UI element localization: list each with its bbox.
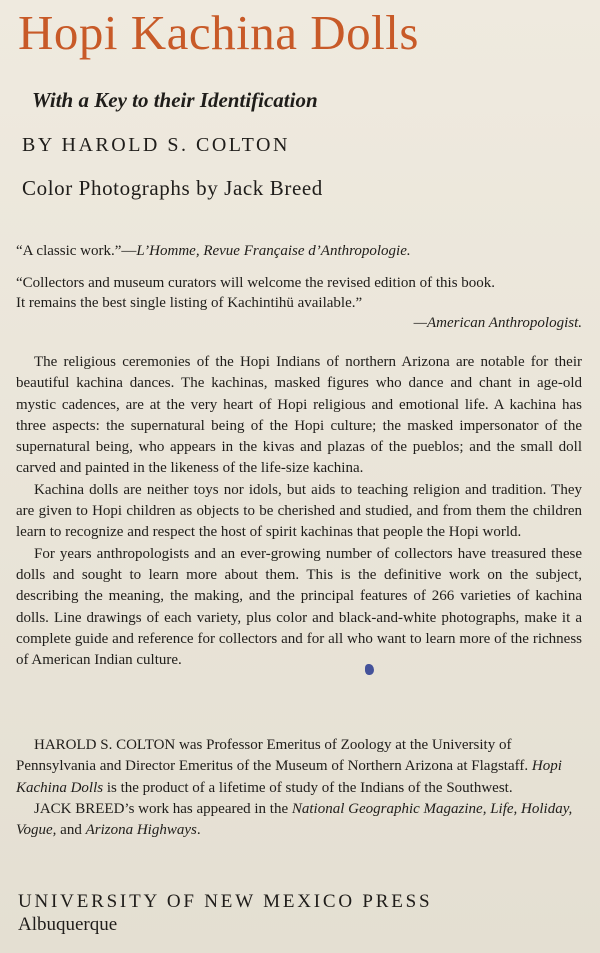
review-quote-lhomme [16, 243, 411, 260]
bio-magazines: National Geographic Magazine, Life, Holiday, Vogue, [16, 800, 573, 839]
author-byline: BY HAROLD S. COLTON [22, 134, 290, 156]
publisher-city: Albuquerque [18, 914, 118, 935]
bio-text: and [56, 822, 86, 839]
description-paragraph: For years anthropologists and an ever-growing number of collectors have treasured these dolls and sought to learn more about them. This is the definitive work on the subject, describing the meaning, the making, and the principal features of 266 varieties of kachina dolls. Line drawings of each variety, plus color and black-and-white photographs, make it a complete guide and reference for collectors and for all who want to learn more of the richness of American Indian culture. [16, 545, 582, 669]
description-body [16, 352, 582, 671]
bio-breed [16, 799, 582, 842]
author-bios [16, 735, 582, 841]
review-quote-line: “Collectors and museum curators will welcome the revised edition of this book. [16, 275, 496, 291]
review-quote-source: —American Anthropologist. [413, 315, 582, 331]
review-quote-source: L’Homme, Revue Française d’Anthropologie. [136, 243, 411, 259]
book-title: Hopi Kachina Dolls [18, 5, 419, 60]
review-quote-text: “A classic work.”— [16, 243, 137, 259]
bio-text: is the product of a lifetime of study of the Indians of the Southwest. [103, 779, 513, 796]
bio-magazines: Arizona Highways [85, 822, 197, 839]
bio-text: . [196, 822, 201, 839]
bio-book-title: Hopi Kachina Dolls [16, 758, 562, 796]
description-paragraph: The religious ceremonies of the Hopi Indians of northern Arizona are notable for their beautiful kachina dances. The kachinas, masked figures who dance and chant in age-old mystic cadences, are at the very heart of Hopi religious and emotional life. A kachina has three aspects: the supernatural being of the Hopi culture; the masked impersonator of the supernatural being, who appears in the kivas and plazas of the pueblos; and the small doll carved and painted in the likeness of the life-size kachina. [16, 354, 582, 477]
bio-text: HAROLD S. COLTON was Professor Emeritus of Zoology at the University of Pennsylvania and Director Emeritus of the Museum of Northern Arizona at Flagstaff. [16, 737, 532, 775]
bio-colton [16, 735, 582, 799]
description-paragraph: Kachina dolls are neither toys nor idols, but aids to teaching religion and tradition. They are given to Hopi children as objects to be cherished and studied, and from them the children learn to recognize and respect the host of spirit kachinas that people the Hopi world. [16, 481, 582, 541]
review-quote-american-anthropologist [16, 273, 584, 313]
photo-credit: Color Photographs by Jack Breed [22, 176, 323, 200]
bio-text: JACK BREED’s work has appeared in the [34, 800, 292, 817]
review-quote-line: It remains the best single listing of Kachintihü available.” [16, 295, 363, 311]
book-subtitle: With a Key to their Identification [32, 88, 318, 112]
ink-blot-mark [365, 664, 374, 675]
publisher-name: UNIVERSITY OF NEW MEXICO PRESS [18, 891, 433, 912]
